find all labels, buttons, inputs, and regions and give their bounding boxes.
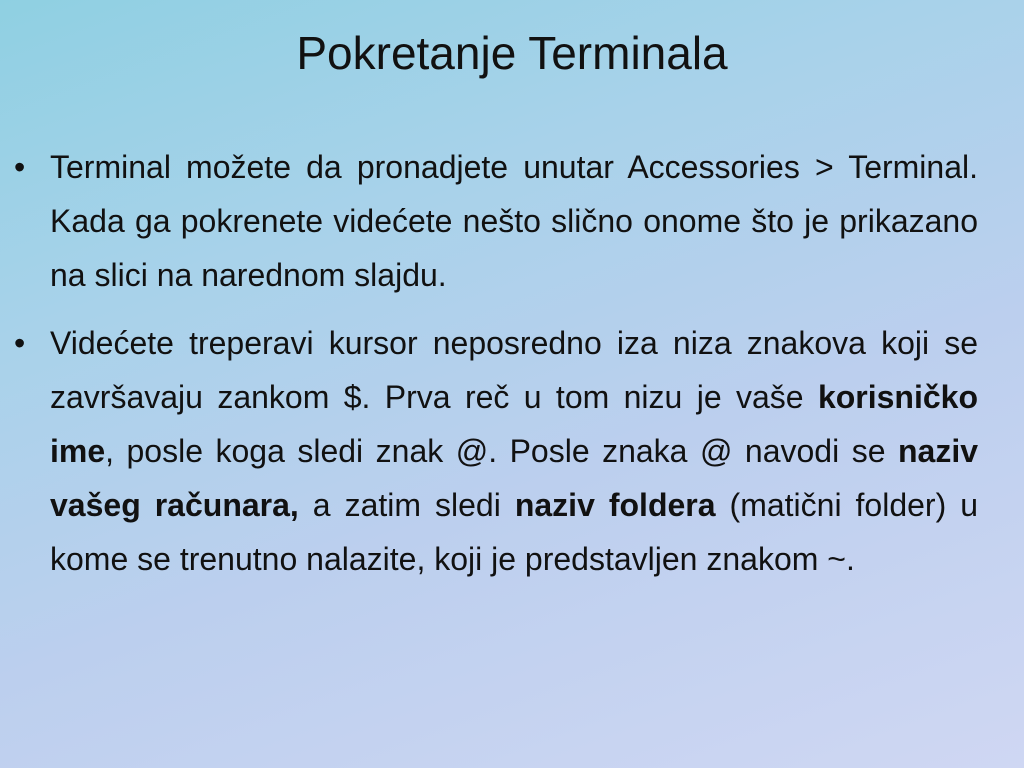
- bullet-text-1: [50, 140, 978, 302]
- text-segment: , posle koga sledi znak @. Posle znaka @ navodi se: [105, 433, 898, 469]
- bullet-dot-icon: •: [14, 325, 26, 361]
- text-segment: Terminal možete da pronadjete unutar Accessories > Terminal. Kada ga pokrenete videćete nešto slično onome što je prikazano na slici na narednom slajdu.: [50, 149, 978, 293]
- bullet-text-2: [50, 316, 978, 586]
- bold-term-folder-name: naziv foldera: [514, 487, 716, 523]
- text-segment: (matični folder) u kome se trenutno nalazite, koji je predstavljen znakom ~.: [50, 487, 979, 577]
- bullet-dot-icon: •: [14, 149, 26, 185]
- slide-title: Pokretanje Terminala: [296, 27, 728, 79]
- bullet-list: [14, 140, 978, 600]
- text-segment: a zatim sledi: [298, 487, 515, 523]
- bullet-item-1: [14, 140, 978, 302]
- bold-term-username: korisničko ime: [50, 379, 978, 469]
- bold-term-computer-name: naziv vašeg računara,: [50, 433, 978, 523]
- bullet-item-2: [14, 316, 978, 586]
- text-segment: Videćete treperavi kursor neposredno iza niza znakova koji se završavaju zankom $. Prva reč u tom nizu je vaše: [50, 325, 978, 415]
